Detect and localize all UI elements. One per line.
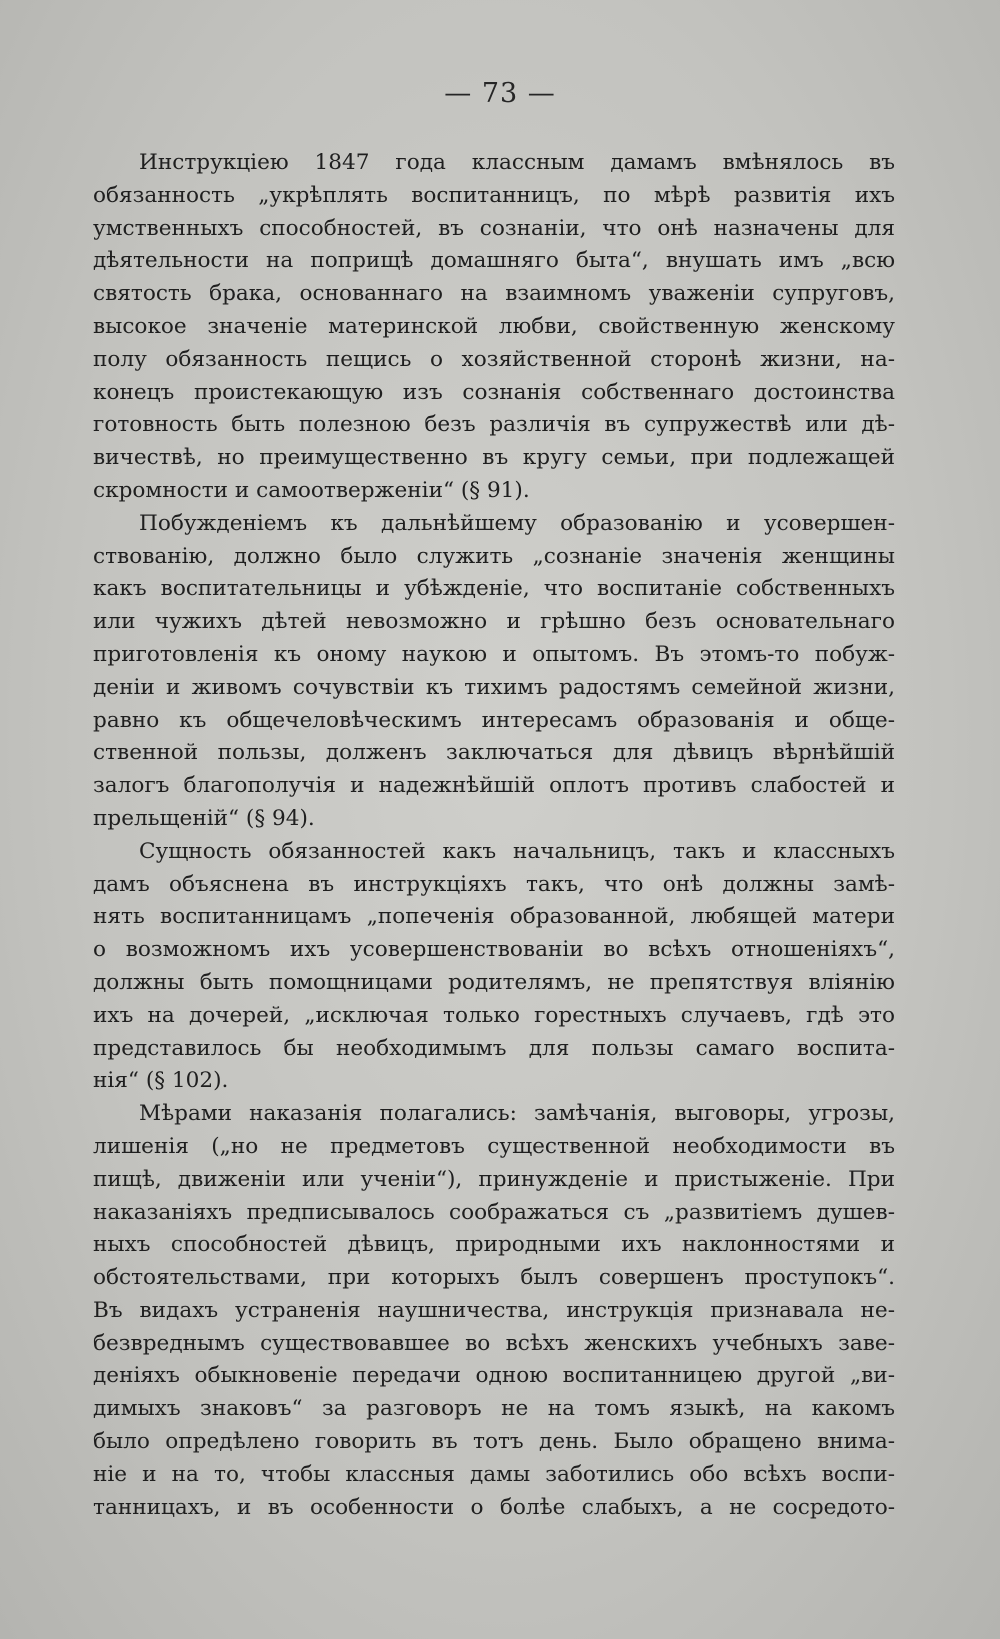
text-line: скромности и самоотверженіи“ (§ 91). (93, 477, 530, 503)
text-line: дѣятельности на поприщѣ домашняго быта“, внушать имъ „всю (93, 248, 895, 274)
paragraph-1 (93, 147, 895, 508)
text-line: обязанность „укрѣплять воспитанницъ, по мѣрѣ развитія ихъ (93, 182, 895, 208)
paragraph-3 (93, 836, 895, 1098)
text-line: Инструкціею 1847 года классным дамамъ вмѣнялось въ (139, 150, 895, 175)
text-line: танницахъ, и въ особенности о болѣе слабыхъ, а не сосредото- (93, 1494, 895, 1520)
text-line: ихъ на дочерей, „исключая только горестныхъ случаевъ, гдѣ это (93, 1002, 895, 1028)
text-line: прельщеній“ (§ 94). (93, 805, 315, 831)
text-line: равно къ общечеловѣческимъ интересамъ образованія и обще- (93, 707, 895, 733)
page-text (93, 147, 895, 1524)
text-line: готовность быть полезною безъ различія въ супружествѣ или дѣ- (93, 412, 895, 438)
text-line: ніе и на то, чтобы классныя дамы заботились обо всѣхъ воспи- (93, 1461, 895, 1487)
text-line: пищѣ, движеніи или ученіи“), принужденіе и пристыженіе. При (93, 1166, 895, 1192)
text-line: Мѣрами наказанія полагались: замѣчанія, выговоры, угрозы, (139, 1101, 895, 1127)
page-number: — 73 — (444, 78, 556, 109)
text-line: димыхъ знаковъ“ за разговоръ не на томъ языкѣ, на какомъ (93, 1396, 895, 1422)
text-line: наказаніяхъ предписывалось соображаться съ „развитіемъ душев- (93, 1199, 895, 1225)
text-line: ныхъ способностей дѣвицъ, природными ихъ наклонностями и (93, 1232, 895, 1258)
text-line: нять воспитанницамъ „попеченія образованной, любящей матери (93, 904, 895, 930)
text-line: или чужихъ дѣтей невозможно и грѣшно безъ основательнаго (93, 609, 895, 635)
text-line: деніяхъ обыкновеніе передачи одною воспитанницею другой „ви- (93, 1363, 895, 1389)
text-line: какъ воспитательницы и убѣжденіе, что воспитаніе собственныхъ (93, 576, 895, 602)
text-line: залогъ благополучія и надежнѣйшій оплотъ противъ слабостей и (93, 773, 895, 799)
text-line: полу обязанность пещись о хозяйственной сторонѣ жизни, на- (93, 346, 895, 372)
paragraph-2 (93, 508, 895, 836)
text-line: должны быть помощницами родителямъ, не препятствуя вліянію (93, 969, 895, 995)
text-line: было опредѣлено говорить въ тотъ день. Было обращено внима- (93, 1429, 895, 1455)
text-line: представилось бы необходимымъ для пользы самаго воспита- (93, 1035, 895, 1061)
text-line: дамъ объяснена въ инструкціяхъ такъ, что онѣ должны замѣ- (93, 871, 895, 897)
text-line: Въ видахъ устраненія наушничества, инструкція признавала не- (93, 1297, 895, 1323)
text-line: деніи и живомъ сочувствіи къ тихимъ радостямъ семейной жизни, (93, 674, 895, 700)
text-line: ствованію, должно было служить „сознаніе значенія женщины (93, 543, 895, 569)
text-line: приготовленія къ оному наукою и опытомъ. Въ этомъ-то побуж- (93, 641, 895, 667)
text-line: высокое значеніе материнской любви, свойственную женскому (93, 313, 895, 339)
text-line: ственной пользы, долженъ заключаться для дѣвицъ вѣрнѣйшій (93, 740, 895, 766)
text-line: Сущность обязанностей какъ начальницъ, такъ и классныхъ (139, 838, 895, 864)
text-line: обстоятельствами, при которыхъ былъ совершенъ проступокъ“. (93, 1265, 895, 1291)
text-line: лишенія („но не предметовъ существенной необходимости въ (93, 1133, 895, 1159)
text-line: конецъ проистекающую изъ сознанія собственнаго достоинства (93, 379, 895, 405)
text-line: о возможномъ ихъ усовершенствованіи во всѣхъ отношеніяхъ“, (93, 937, 895, 963)
text-line: нія“ (§ 102). (93, 1068, 229, 1094)
text-line: безвреднымъ существовавшее во всѣхъ женскихъ учебныхъ заве- (93, 1330, 895, 1356)
text-line: святость брака, основаннаго на взаимномъ уваженіи супруговъ, (93, 281, 895, 307)
paragraph-4 (93, 1098, 895, 1524)
text-line: Побужденіемъ къ дальнѣйшему образованію и усовершен- (139, 510, 895, 536)
text-line: вичествѣ, но преимущественно въ кругу семьи, при подлежащей (93, 445, 895, 471)
text-line: умственныхъ способностей, въ сознаніи, что онѣ назначены для (93, 215, 895, 241)
